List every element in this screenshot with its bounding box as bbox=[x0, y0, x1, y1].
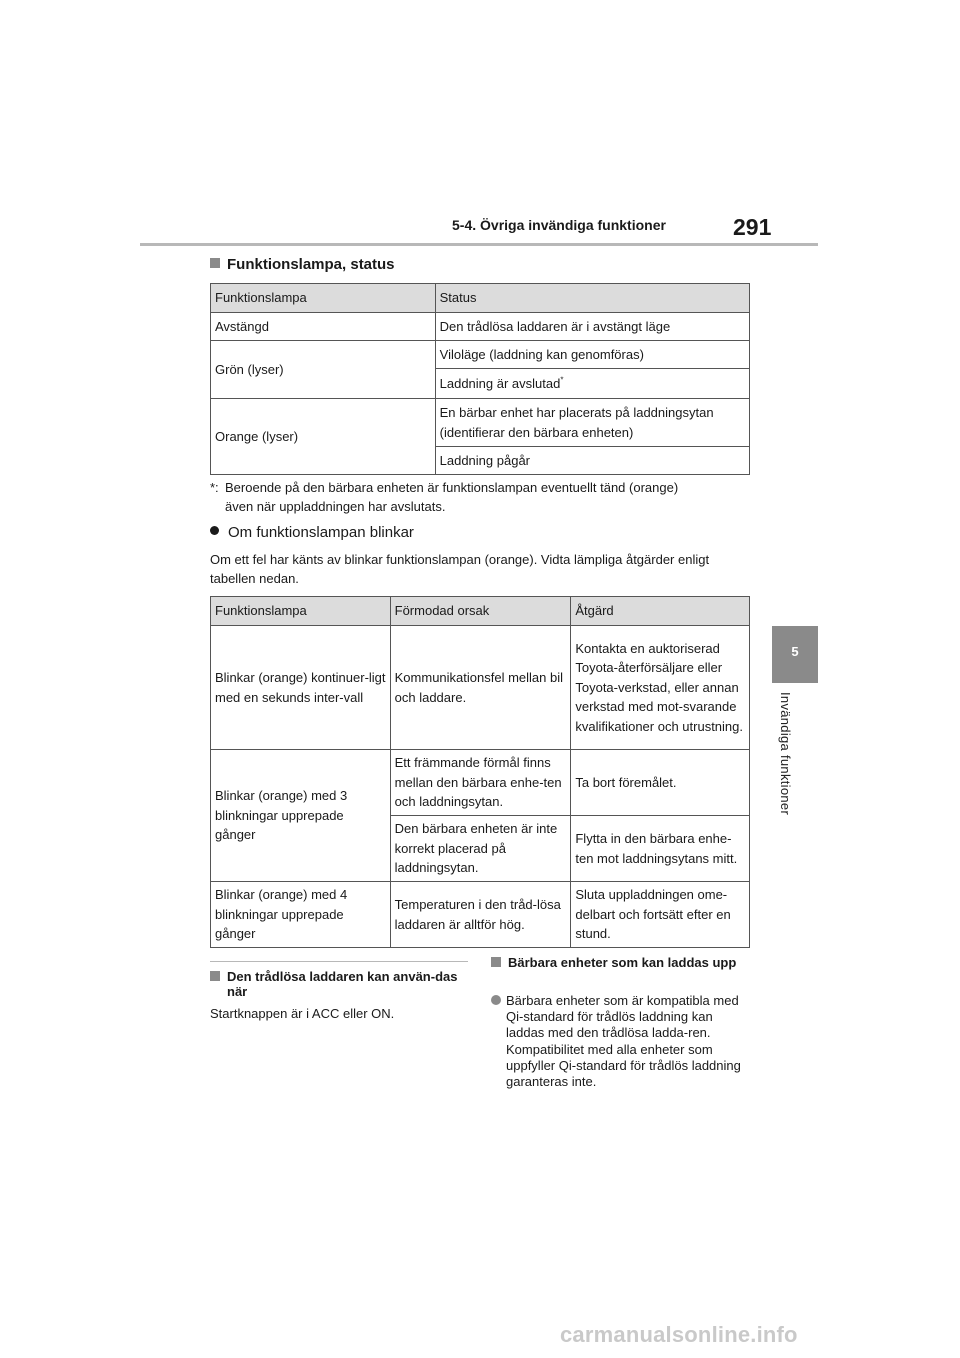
chargeable-devices-body: Bärbara enheter som är kompatibla med Qi-standard för trådlös laddning kan laddas med den trådlösa ladda-ren. Kompatibilitet med alla enheter som uppfyller Qi-standard för trådlös laddning garanteras inte. bbox=[506, 993, 741, 1090]
table-row bbox=[211, 626, 750, 750]
table-cell: Ett främmande förmål finns mellan den bärbara enhe-ten och laddningsytan. bbox=[390, 750, 571, 816]
chapter-label: Invändiga funktioner bbox=[778, 692, 793, 816]
table-cell: Blinkar (orange) kontinuer-ligt med en sekunds inter-vall bbox=[211, 626, 391, 750]
footnote-line-2: även när uppladdningen har avslutats. bbox=[225, 499, 446, 514]
footnote-marker: * bbox=[560, 375, 564, 385]
table-row bbox=[211, 399, 750, 447]
status-table bbox=[210, 283, 750, 475]
blink-intro: Om ett fel har känts av blinkar funktionslampan (orange). Vidta lämpliga åtgärder enligt tabellen nedan. bbox=[210, 552, 710, 586]
charger-usable-heading-text: Den trådlösa laddaren kan använ-das när bbox=[227, 969, 458, 999]
chargeable-devices-heading bbox=[491, 955, 751, 970]
table-header-row bbox=[211, 284, 750, 313]
status-heading-text: Funktionslampa, status bbox=[227, 256, 395, 273]
footnote-line-1: Beroende på den bärbara enheten är funktionslampan eventuellt tänd (orange) bbox=[225, 480, 679, 495]
section-title: 5-4. Övriga invändiga funktioner bbox=[452, 217, 666, 233]
table-header-row bbox=[211, 597, 750, 626]
table-cell: Orange (lyser) bbox=[211, 399, 436, 475]
table-cell: Kommunikationsfel mellan bil och laddare. bbox=[390, 626, 571, 750]
table-row bbox=[211, 750, 750, 816]
table-cell: Grön (lyser) bbox=[211, 341, 436, 399]
footnote bbox=[210, 478, 750, 516]
status-heading bbox=[210, 256, 395, 273]
blink-heading bbox=[210, 524, 414, 541]
table-cell: Sluta uppladdningen ome-delbart och fortsätt efter en stund. bbox=[571, 882, 750, 948]
table-row bbox=[211, 341, 750, 369]
page-number: 291 bbox=[733, 214, 772, 240]
column-rule bbox=[210, 961, 468, 962]
table-cell bbox=[435, 369, 749, 399]
table-cell: Viloläge (laddning kan genomföras) bbox=[435, 341, 749, 369]
chargeable-devices-text bbox=[491, 993, 751, 1090]
table-cell: Blinkar (orange) med 3 blinkningar upprepade gånger bbox=[211, 750, 391, 882]
table-cell: Den bärbara enheten är inte korrekt placerad på laddningsytan. bbox=[390, 816, 571, 882]
table-header-cell: Status bbox=[435, 284, 749, 313]
table-row bbox=[211, 313, 750, 341]
table-cell: Ta bort föremålet. bbox=[571, 750, 750, 816]
table-row bbox=[211, 882, 750, 948]
table-cell: Blinkar (orange) med 4 blinkningar upprepade gånger bbox=[211, 882, 391, 948]
header-rule bbox=[140, 243, 818, 246]
blink-table bbox=[210, 596, 750, 948]
chargeable-devices-heading-text: Bärbara enheter som kan laddas upp bbox=[508, 955, 737, 970]
table-cell: Flytta in den bärbara enhe-ten mot laddningsytans mitt. bbox=[571, 816, 750, 882]
chapter-number: 5 bbox=[791, 644, 799, 659]
table-cell: Laddning pågår bbox=[435, 447, 749, 475]
table-cell: Kontakta en auktoriserad Toyota-återförsäljare eller Toyota-verkstad, eller annan verkstad med mot-svarande kvalifikationer och utrustning. bbox=[571, 626, 750, 750]
round-bullet-icon bbox=[210, 526, 219, 535]
table-cell: Den trådlösa laddaren är i avstängt läge bbox=[435, 313, 749, 341]
watermark: carmanualsonline.info bbox=[560, 1322, 798, 1347]
table-header-cell: Åtgärd bbox=[571, 597, 750, 626]
blink-heading-text: Om funktionslampan blinkar bbox=[228, 524, 414, 541]
footnote-marker: *: bbox=[210, 480, 219, 495]
square-bullet-icon bbox=[491, 957, 501, 967]
square-bullet-icon bbox=[210, 258, 220, 268]
square-bullet-icon bbox=[210, 971, 220, 981]
table-cell: En bärbar enhet har placerats på laddningsytan (identifierar den bärbara enheten) bbox=[435, 399, 749, 447]
round-bullet-icon bbox=[491, 995, 501, 1005]
charger-usable-heading bbox=[210, 969, 468, 999]
table-header-cell: Förmodad orsak bbox=[390, 597, 571, 626]
table-header-cell: Funktionslampa bbox=[211, 597, 391, 626]
table-cell: Temperaturen i den tråd-lösa laddaren är alltför hög. bbox=[390, 882, 571, 948]
table-header-cell: Funktionslampa bbox=[211, 284, 436, 313]
table-cell: Avstängd bbox=[211, 313, 436, 341]
cell-text: Laddning är avslutad bbox=[439, 375, 561, 391]
charger-usable-text: Startknappen är i ACC eller ON. bbox=[210, 1006, 395, 1021]
